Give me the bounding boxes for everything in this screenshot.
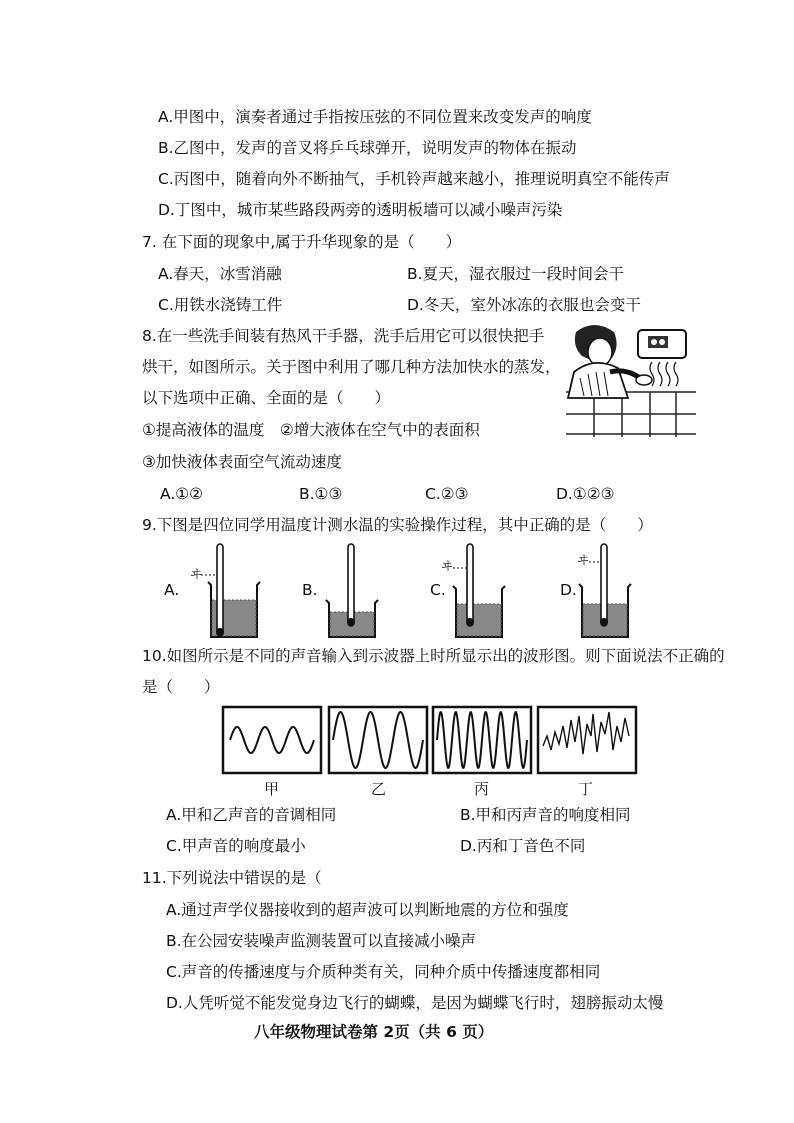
q8-statement-3: ③加快液体表面空气流动速度 [142,453,342,471]
q8-stem-line2: 烘干，如图所示。关于图中利用了哪几种方法加快水的蒸发， [142,358,561,376]
q9-label-a: A. [164,581,180,599]
q6-option-a: A.甲图中，演奏者通过手指按压弦的不同位置来改变发声的响度 [158,108,592,126]
q7-stem: 7. 在下面的现象中,属于升华现象的是（ ） [142,233,462,251]
hand-dryer-illustration [566,322,696,440]
svg-text:ヰ: ヰ [577,553,590,567]
waveform-label-jia: 甲 [264,780,280,798]
q11-option-d: D.人凭听觉不能发觉身边飞行的蝴蝶，是因为蝴蝶飞行时，翅膀振动太慢 [166,994,664,1012]
q10-option-b: B.甲和丙声音的响度相同 [460,806,631,824]
q9-label-d: D. [560,581,577,599]
q11-stem: 11.下列说法中错误的是（ [142,869,322,887]
q8-stem-line1: 8.在一些洗手间装有热风干手器，洗手后用它可以很快把手 [142,327,545,345]
q9-label-c: C. [430,581,446,599]
q8-statements-1-2: ①提高液体的温度 ②增大液体在空气中的表面积 [142,421,480,439]
waveform-jia [222,706,322,774]
q6-option-b: B.乙图中，发声的音叉将乒乓球弹开，说明发声的物体在振动 [158,139,577,157]
waveform-label-bing: 丙 [474,780,490,798]
beaker-b-diagram [318,540,398,640]
q10-option-d: D.丙和丁音色不同 [460,837,586,855]
q11-option-c: C.声音的传播速度与介质种类有关，同种介质中传播速度都相同 [166,963,601,981]
q7-option-b: B.夏天，湿衣服过一段时间会干 [407,265,625,283]
q9-stem: 9.下图是四位同学用温度计测水温的实验操作过程，其中正确的是（ ） [142,516,653,534]
beaker-c-diagram [441,540,525,640]
q7-option-d: D.冬天，室外冰冻的衣服也会变干 [407,296,641,314]
q10-option-c: C.甲声音的响度最小 [166,837,306,855]
q7-option-a: A.春天，冰雪消融 [158,265,282,283]
svg-text:ヰ: ヰ [190,567,203,581]
q8-option-a: A.①② [160,485,204,503]
q7-option-c: C.用铁水浇铸工件 [158,296,283,314]
q11-option-b: B.在公园安装噪声监测装置可以直接减小噪声 [166,932,477,950]
q8-stem-line3: 以下选项中正确、全面的是（ ） [142,389,391,407]
waveform-bing [432,706,532,774]
beaker-a-diagram [185,540,265,640]
q9-label-b: B. [302,581,318,599]
svg-text:ヰ: ヰ [441,559,454,573]
q8-option-c: C.②③ [425,485,469,503]
q8-option-d: D.①②③ [556,485,615,503]
waveform-ding [537,706,637,774]
q10-stem-line2: 是（ ） [142,678,220,696]
q10-stem-line1: 10.如图所示是不同的声音输入到示波器上时所显示出的波形图。则下面说法不正确的 [142,647,725,665]
waveform-label-yi: 乙 [371,780,387,798]
beaker-d-diagram [575,540,655,640]
q6-option-c: C.丙图中，随着向外不断抽气，手机铃声越来越小，推理说明真空不能传声 [158,170,670,188]
q10-option-a: A.甲和乙声音的音调相同 [166,806,337,824]
q8-option-b: B.①③ [299,485,343,503]
q11-option-a: A.通过声学仪器接收到的超声波可以判断地震的方位和强度 [166,901,569,919]
waveform-label-ding: 丁 [578,780,594,798]
waveform-yi [328,706,428,774]
q6-option-d: D.丁图中，城市某些路段两旁的透明板墙可以减小噪声污染 [158,201,563,219]
page-footer: 八年级物理试卷第 2页（共 6 页） [254,1023,494,1041]
